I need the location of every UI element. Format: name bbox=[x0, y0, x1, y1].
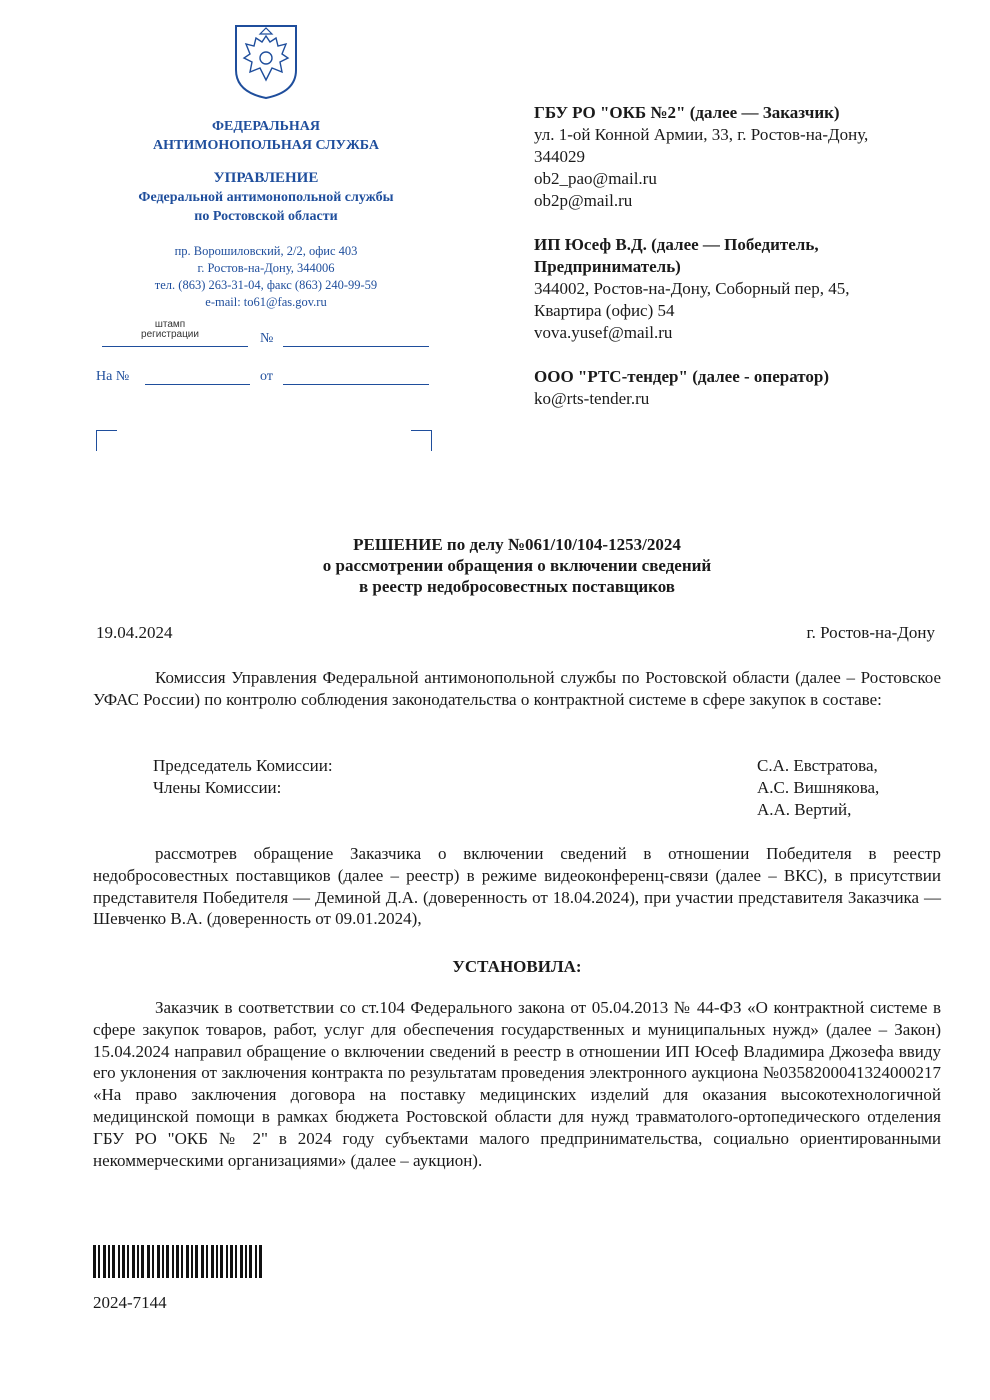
member-2: А.А. Вертий, bbox=[757, 800, 852, 819]
address-corner-left bbox=[96, 430, 117, 451]
number-field[interactable] bbox=[283, 346, 429, 347]
chair-label: Председатель Комиссии: bbox=[153, 756, 333, 775]
considered-paragraph: рассмотрев обращение Заказчика о включении сведений в отношении Победителя в реестр недобросовестных поставщиков (далее – реестр) в режиме видеоконференц-связи (далее – ВКС), в присутствии представителя Победителя — Деминой Д.А. (доверенность от 18.04.2024), при участии представителя Заказчика — Шевченко В.А. (доверенность от 09.01.2024), bbox=[93, 844, 941, 929]
ref-date-field[interactable] bbox=[283, 384, 429, 385]
office-phone: тел. (863) 263-31-04, факс (863) 240-99-59 bbox=[154, 278, 378, 292]
from-label: от bbox=[260, 369, 273, 384]
agency-name: ФЕДЕРАЛЬНАЯ АНТИМОНОПОЛЬНАЯ СЛУЖБА bbox=[153, 119, 379, 153]
office-address-line1: пр. Ворошиловский, 2/2, офис 403 bbox=[174, 244, 358, 258]
ref-label: На № bbox=[96, 369, 130, 384]
recipient-operator: ООО "РТС-тендер" (далее - оператор) ko@rts-tender.ru bbox=[534, 367, 830, 408]
ref-number-field[interactable] bbox=[145, 384, 250, 385]
decision-date: 19.04.2024 bbox=[96, 623, 173, 642]
address-corner-right bbox=[411, 430, 432, 451]
decision-title: РЕШЕНИЕ по делу №061/10/104-1253/2024 о рассмотрении обращения о включении сведений в реестр недобросовестных поставщиков bbox=[322, 535, 712, 596]
recipient-winner: ИП Юсеф В.Д. (далее — Победитель, Предприниматель) 344002, Ростов-на-Дону, Соборный пер, 45, Квартира (офис) 54 vova.yusef@mail.ru bbox=[534, 235, 850, 342]
barcode bbox=[93, 1245, 262, 1278]
stamp-line bbox=[102, 346, 248, 347]
coat-of-arms-emblem bbox=[232, 22, 300, 100]
office-address-line2: г. Ростов-на-Дону, 344006 bbox=[197, 261, 335, 275]
intro-paragraph: Комиссия Управления Федеральной антимонопольной службы по Ростовской области (далее – Ростовское УФАС России) по контролю соблюдения законодательства о контрактной системе в сфере закупок в составе: bbox=[93, 668, 941, 709]
registration-stamp: штамп регистрации bbox=[141, 319, 199, 340]
decision-city: г. Ростов-на-Дону bbox=[806, 623, 935, 642]
established-heading: УСТАНОВИЛА: bbox=[452, 957, 582, 976]
office-email: e-mail: to61@fas.gov.ru bbox=[205, 295, 327, 309]
number-label: № bbox=[260, 331, 274, 346]
members-label: Члены Комиссии: bbox=[153, 778, 282, 797]
office-name: УПРАВЛЕНИЕ Федеральной антимонопольной службы по Ростовской области bbox=[138, 170, 394, 224]
main-paragraph: Заказчик в соответствии со ст.104 Федерального закона от 05.04.2013 № 44-ФЗ «О контрактной системе в сфере закупок товаров, работ, услуг для обеспечения государственных и муниципальных нужд» (далее – Закон) 15.04.2024 направил обращение о включении сведений в реестр в отношении ИП Юсеф Владимира Джозефа ввиду его уклонения от заключения контракта по результатам проведения электронного аукциона №0358200041324000217 «На право заключения договора на поставку медицинских изделий для оказания высокотехнологичной медицинской помощи в рамках бюджета Ростовской области для нужд травматолого-ортопедического отделения ГБУ РО "ОКБ № 2" в 2024 году субъектами малого предпринимательства, социально ориентированными некоммерческими организациями» (далее – аукцион). bbox=[93, 998, 941, 1170]
document-number: 2024-7144 bbox=[93, 1293, 167, 1312]
chair-name: С.А. Евстратова, bbox=[757, 756, 878, 775]
office-contacts bbox=[96, 243, 436, 311]
member-1: А.С. Вишнякова, bbox=[757, 778, 880, 797]
recipient-customer: ГБУ РО "ОКБ №2" (далее — Заказчик) ул. 1-ой Конной Армии, 33, г. Ростов-на-Дону, 344029 ob2_pao@mail.ru ob2p@mail.ru bbox=[534, 103, 869, 210]
